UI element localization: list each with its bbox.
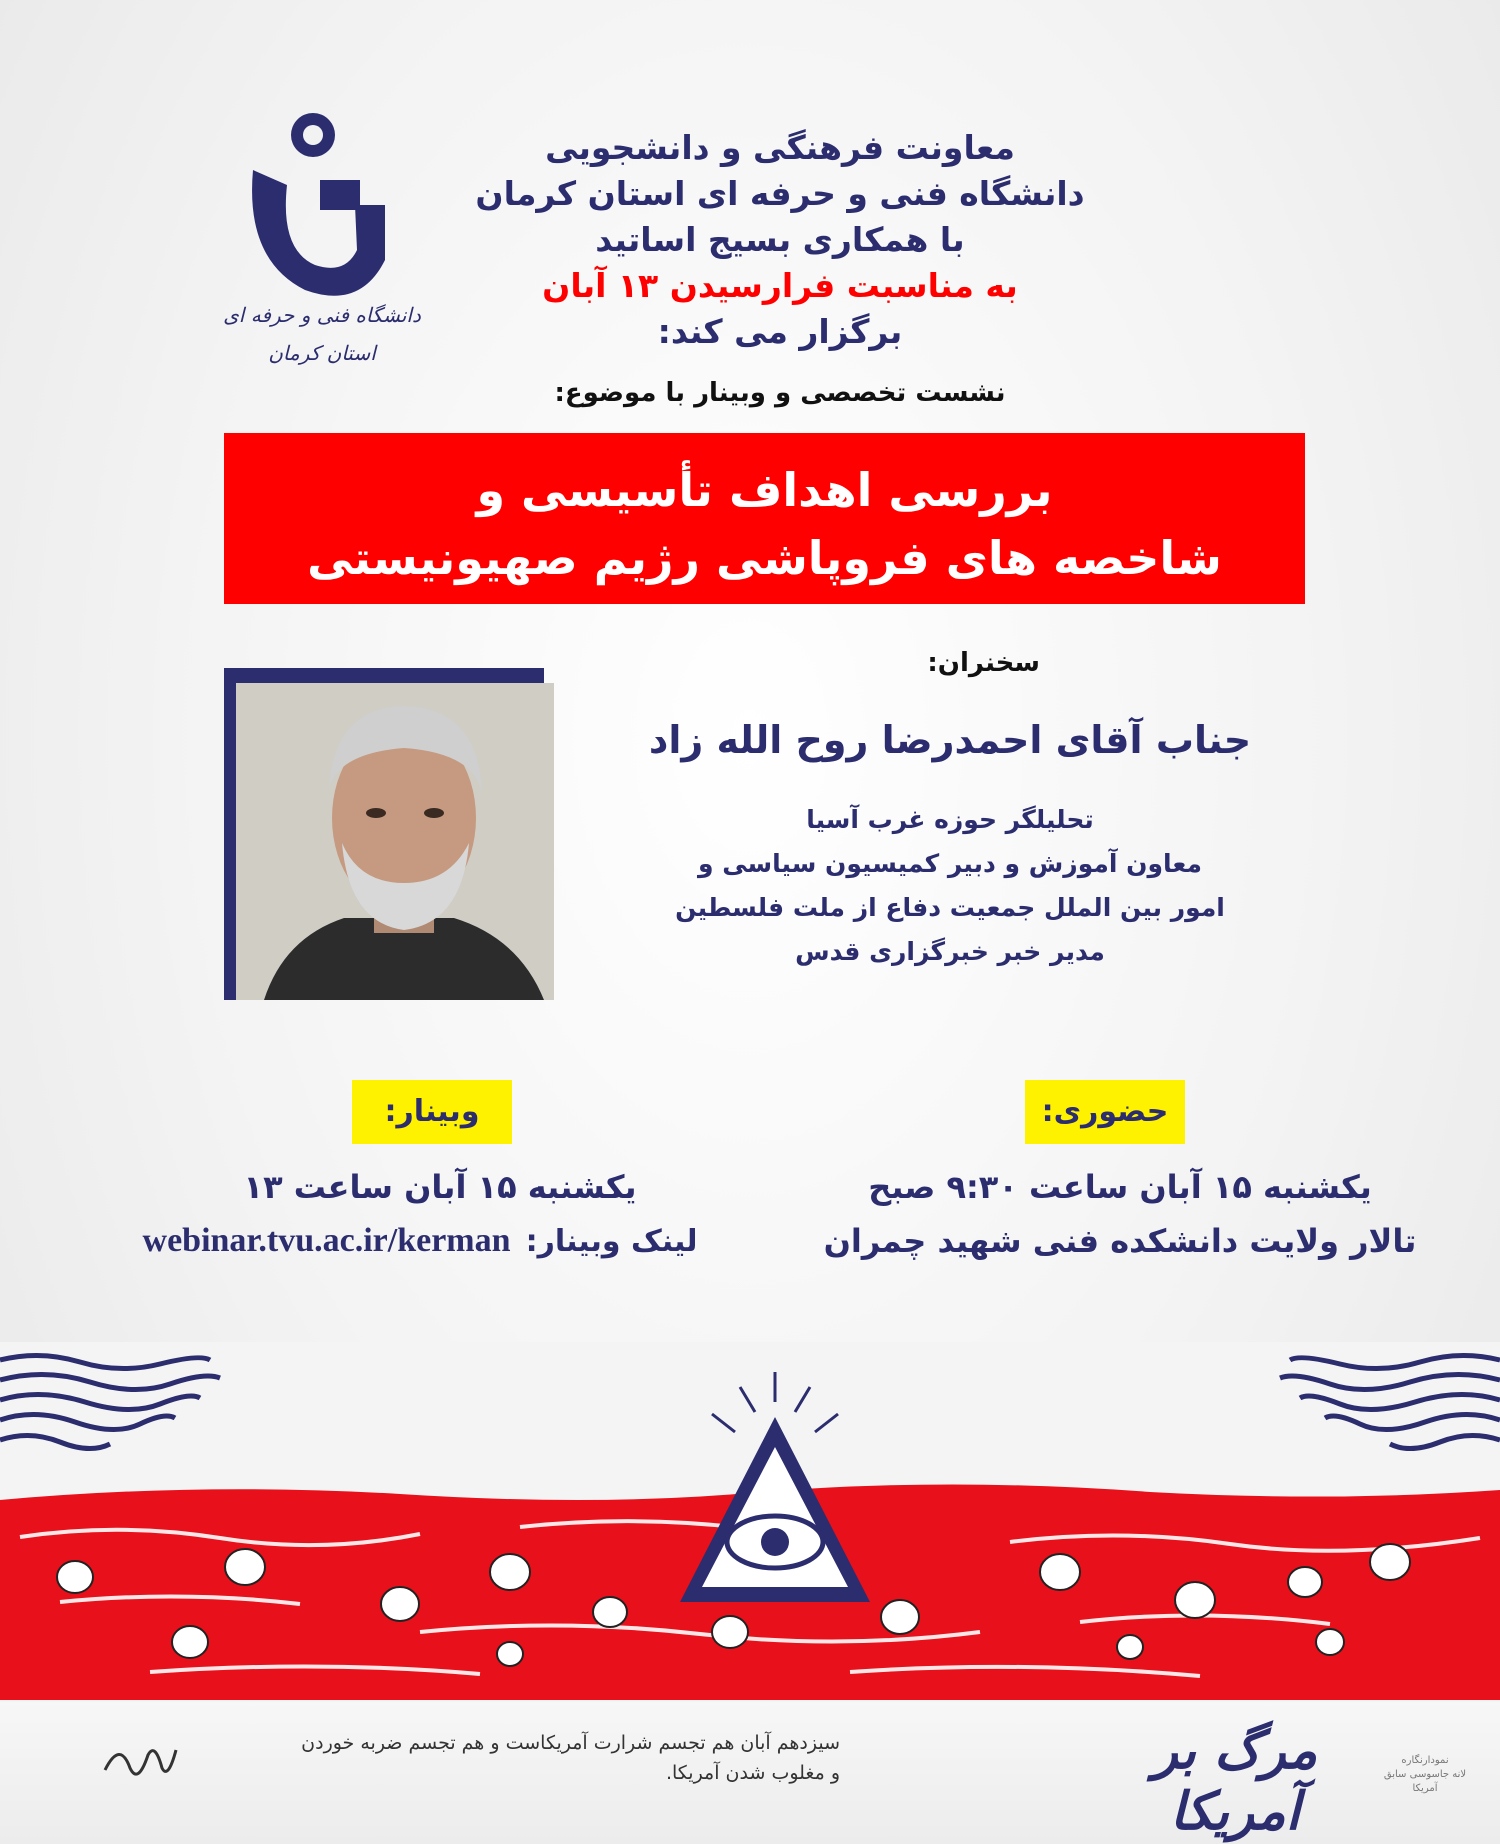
quote-line-2: و مغلوب شدن آمریکا.: [665, 1762, 840, 1784]
quote-line-1: سیزدهم آبان هم تجسم شرارت آمریکاست و هم تجسم ضربه خوردن: [301, 1732, 840, 1754]
speaker-roles: [620, 798, 1280, 974]
header-line-3: با همکاری بسیج اساتید: [595, 220, 965, 259]
title-box: [224, 433, 1305, 604]
webinar-link-row: [60, 1222, 780, 1260]
credit-line-1: نمودارنگاره: [1401, 1755, 1449, 1766]
speaker-portrait-icon: [224, 668, 554, 1000]
speaker-role: امور بین الملل جمعیت دفاع از ملت فلسطین: [675, 893, 1225, 922]
in-person-venue: تالار ولایت دانشکده فنی شهید چمران: [823, 1222, 1417, 1260]
speaker-role: معاون آموزش و دبیر کمیسیون سیاسی و: [698, 849, 1202, 878]
footer-quote: [190, 1728, 840, 1788]
webinar-link-label: لینک وبینار:: [525, 1224, 698, 1259]
speaker-role: تحلیلگر حوزه غرب آسیا: [806, 805, 1094, 834]
webinar-badge: وبینار:: [352, 1080, 512, 1144]
speaker-label: سخنران:: [927, 648, 1040, 678]
header-line-2: دانشگاه فنی و حرفه ای استان کرمان: [475, 174, 1085, 213]
in-person-date: یکشنبه ۱۵ آبان ساعت ۹:۳۰ صبح: [868, 1168, 1372, 1206]
header-occasion: به مناسبت فرارسیدن ۱۳ آبان: [542, 266, 1018, 305]
signature-icon: [100, 1730, 180, 1790]
credit-line-2: لانه جاسوسی سابق آمریکا: [1383, 1769, 1467, 1794]
illustration-banner: [0, 1342, 1500, 1702]
title-line-2: شاخصه های فروپاشی رژیم صهیونیستی: [307, 531, 1222, 585]
topic-intro: نشست تخصصی و وبینار با موضوع:: [554, 378, 1006, 408]
logo-text-line1: دانشگاه فنی و حرفه ای: [223, 303, 421, 327]
webinar-link[interactable]: webinar.tvu.ac.ir/kerman: [142, 1222, 511, 1259]
webinar-date: یکشنبه ۱۵ آبان ساعت ۱۳: [243, 1168, 637, 1206]
in-person-badge: حضوری:: [1025, 1080, 1185, 1144]
red-sea-skulls-illustration: [0, 1342, 1500, 1702]
speaker-photo: [224, 668, 554, 1000]
logo-text-line2: استان کرمان: [268, 341, 376, 365]
signature: [100, 1730, 180, 1790]
footer-slogan: مرگ بر آمریکا: [1152, 1720, 1318, 1842]
footer-small-credit: [1370, 1754, 1480, 1796]
title-line-1: بررسی اهداف تأسیسی و: [476, 463, 1053, 517]
speaker-name: جناب آقای احمدرضا روح الله زاد: [648, 718, 1252, 762]
header-line-5: برگزار می کند:: [657, 312, 903, 351]
university-emblem-icon: [223, 110, 421, 380]
speaker-role: مدیر خبر خبرگزاری قدس: [795, 937, 1105, 966]
header-line-1: معاونت فرهنگی و دانشجویی: [545, 128, 1015, 167]
university-logo: [223, 110, 421, 380]
footer: [0, 1702, 1500, 1844]
